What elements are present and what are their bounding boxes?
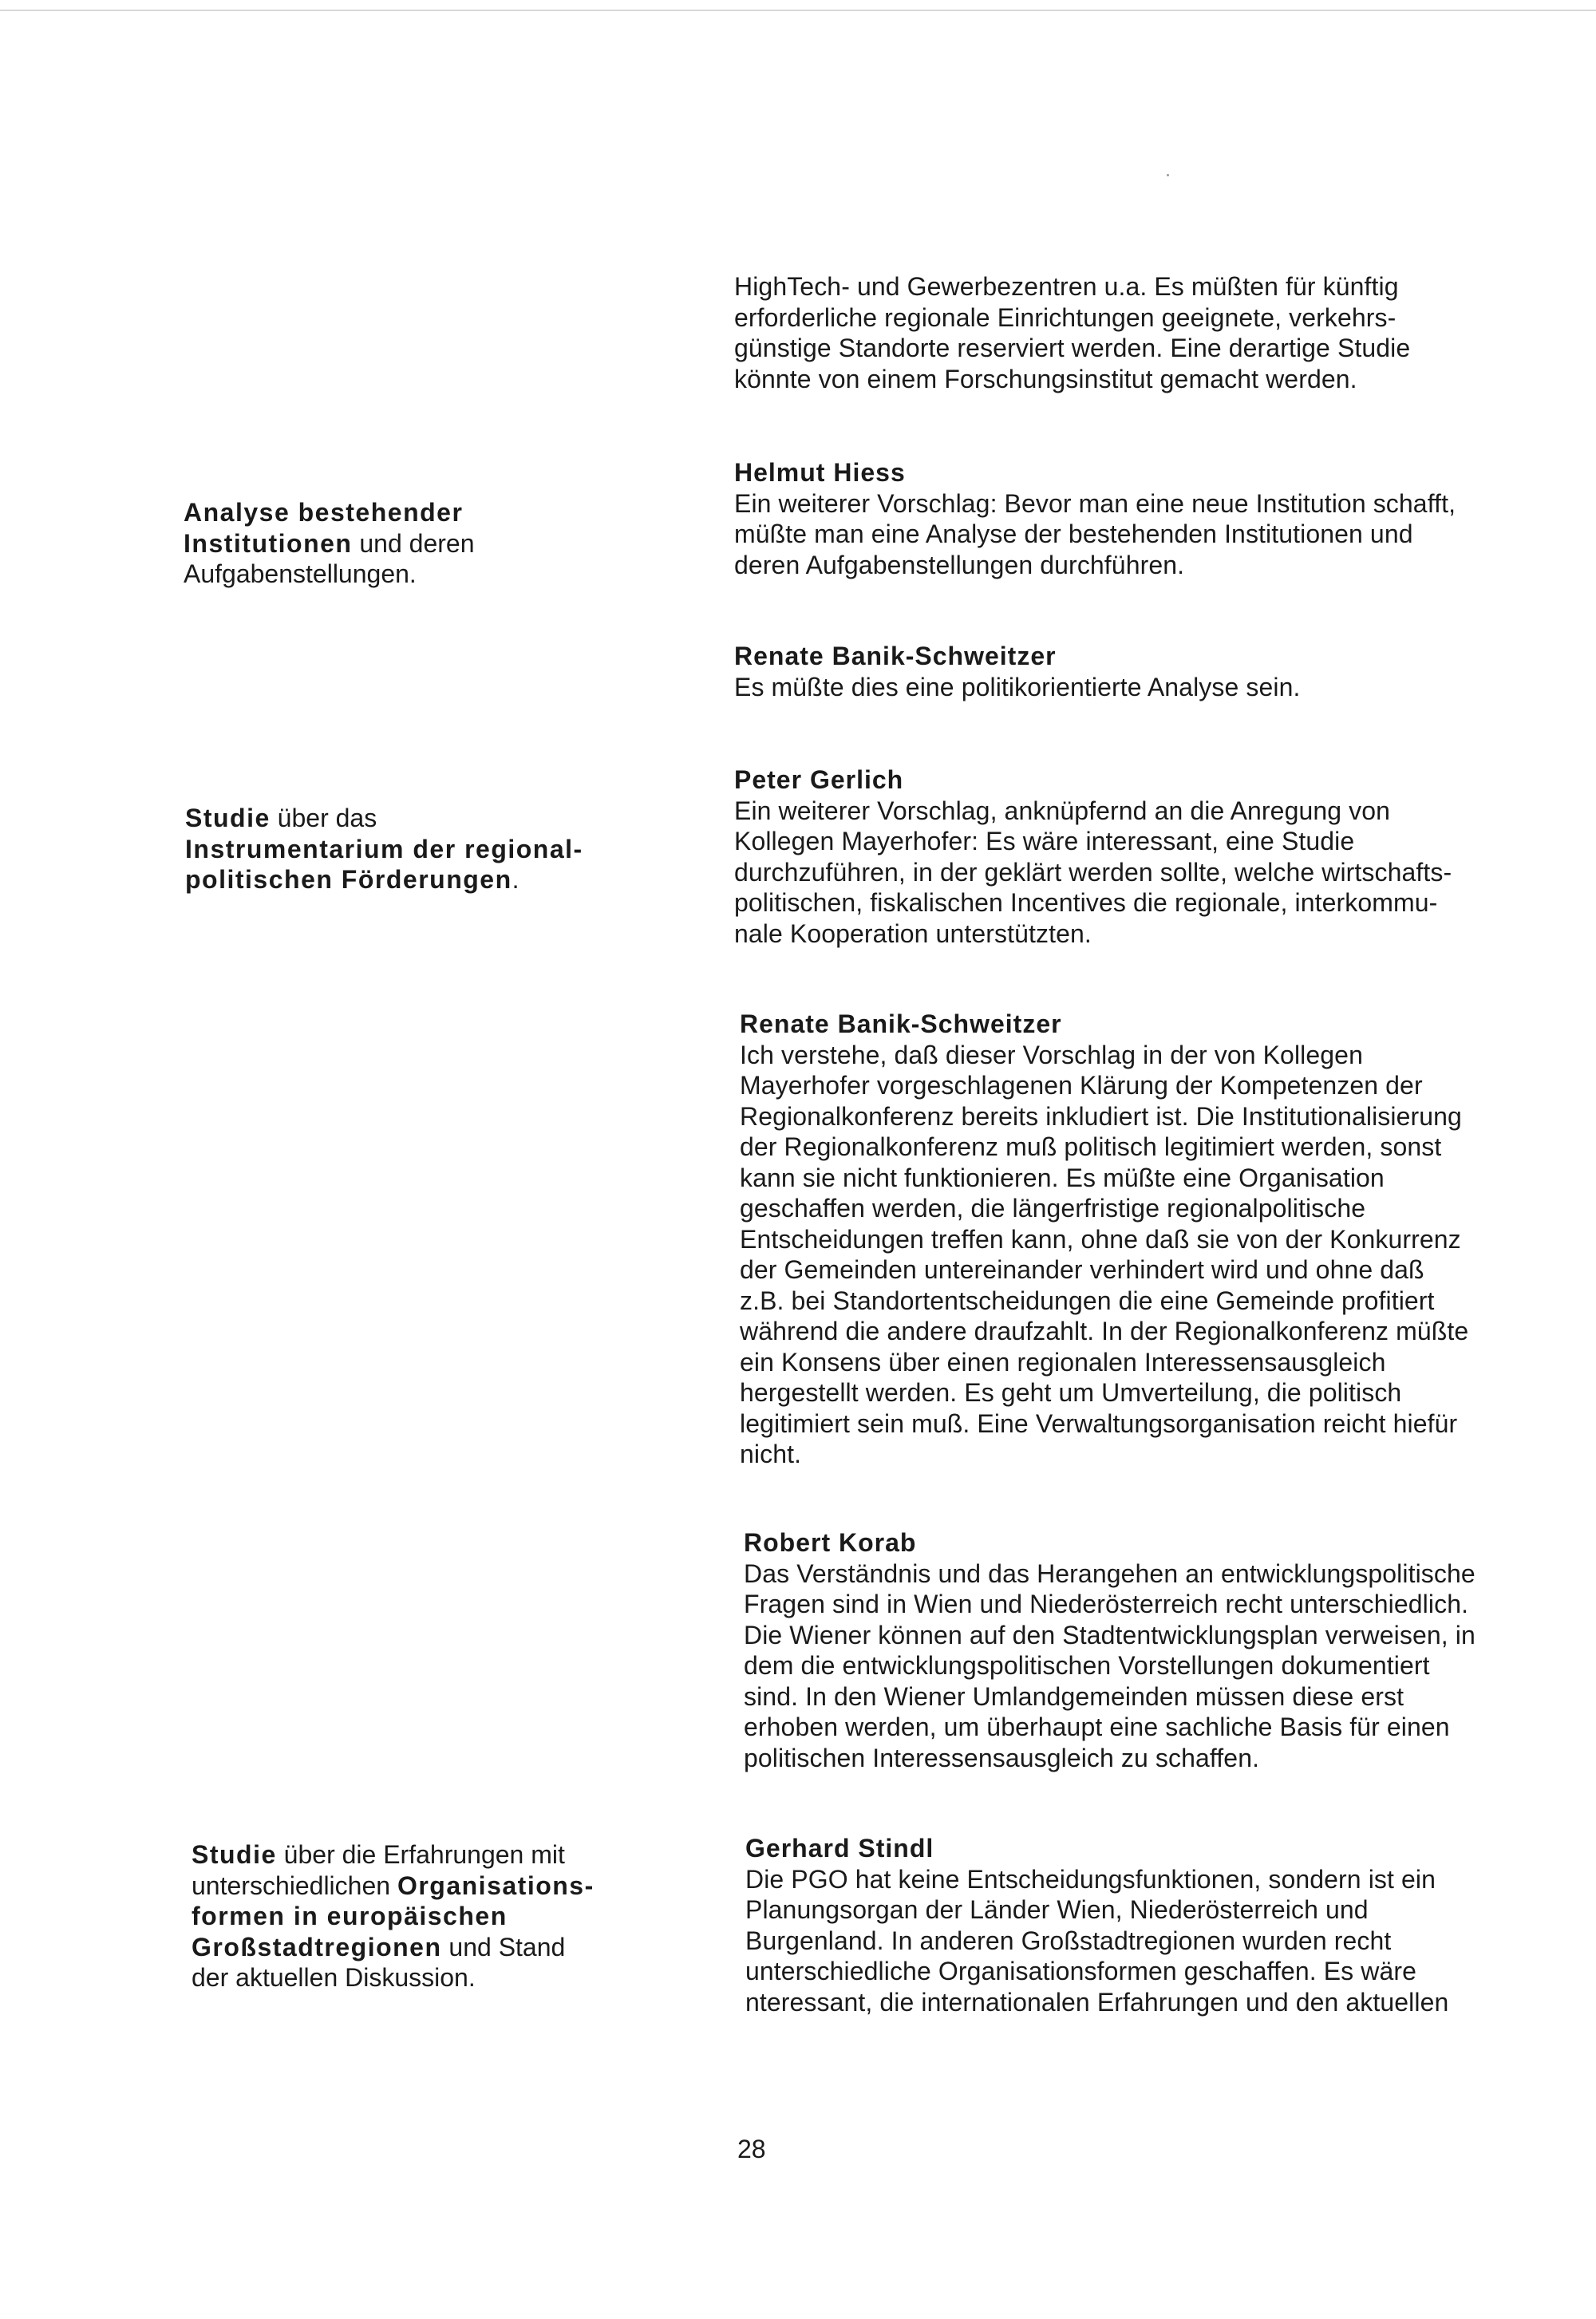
margin-note-keyword: Großstadtregionen <box>192 1932 442 1961</box>
text-line: Ein weiterer Vorschlag: Bevor man eine neue Institution schafft, <box>734 488 1456 518</box>
text-line: Die Wiener können auf den Stadtentwicklungsplan verweisen, in <box>744 1620 1476 1649</box>
margin-note-line <box>184 497 474 528</box>
speaker-entry-gerhard-stindl <box>745 1833 1448 2017</box>
text-line: günstige Standorte reserviert werden. Eine derartige Studie <box>734 334 1411 362</box>
margin-note-text: Aufgabenstellungen. <box>184 559 417 588</box>
text-line: nale Kooperation unterstützten. <box>734 919 1092 948</box>
text-line: Planungsorgan der Länder Wien, Niederösterreich und <box>745 1895 1369 1924</box>
margin-note-text: über die Erfahrungen mit <box>276 1840 565 1869</box>
text-line: Fragen sind in Wien und Niederösterreich recht unterschiedlich. <box>744 1590 1469 1618</box>
speaker-name: Renate Banik-Schweitzer <box>740 1009 1062 1038</box>
speaker-name: Peter Gerlich <box>734 765 904 794</box>
speaker-entry-robert-korab <box>744 1527 1476 1773</box>
text-line: politischen Interessensausgleich zu schaffen. <box>744 1743 1260 1772</box>
text-line: hergestellt werden. Es geht um Umverteilung, die politisch <box>740 1378 1402 1407</box>
margin-note-line <box>185 803 583 834</box>
text-line: dem die entwicklungspolitischen Vorstellungen dokumentiert <box>744 1651 1430 1680</box>
margin-note-line <box>192 1932 595 1963</box>
text-line: Mayerhofer vorgeschlagenen Klärung der Kompetenzen der <box>740 1071 1423 1100</box>
text-line: Ein weiterer Vorschlag, anknüpfernd an die Anregung von <box>734 796 1391 825</box>
text-line: durchzuführen, in der geklärt werden sollte, welche wirtschafts- <box>734 857 1452 887</box>
text-line: geschaffen werden, die längerfristige regionalpolitische <box>740 1194 1366 1223</box>
speaker-name: Renate Banik-Schweitzer <box>734 642 1057 670</box>
margin-note-instrumentarium <box>185 803 583 895</box>
intro-paragraph <box>734 271 1410 394</box>
text-line: Es müßte dies eine politikorientierte Analyse sein. <box>734 672 1301 701</box>
text-line: politischen, fiskalischen Incentives die regionale, interkommu- <box>734 888 1438 917</box>
margin-note-text: unterschiedlichen <box>192 1871 397 1900</box>
text-line: Ich verstehe, daß dieser Vorschlag in der von Kollegen <box>740 1040 1363 1069</box>
scan-speck <box>1167 174 1169 176</box>
speaker-name: Robert Korab <box>744 1528 917 1557</box>
text-line: z.B. bei Standortentscheidungen die eine Gemeinde profitiert <box>740 1286 1435 1315</box>
text-line: kann sie nicht funktionieren. Es müßte eine Organisation <box>740 1163 1385 1192</box>
margin-note-text: . <box>512 865 519 894</box>
speaker-entry-renate-banik-schweitzer-2 <box>740 1009 1468 1470</box>
margin-note-line <box>192 1871 595 1902</box>
margin-note-analyse <box>184 497 474 590</box>
text-line: Entscheidungen treffen kann, ohne daß sie von der Konkurrenz <box>740 1224 1461 1254</box>
margin-note-keyword: Studie <box>192 1840 277 1869</box>
page-number: 28 <box>737 2135 766 2163</box>
top-scan-rule <box>0 10 1596 11</box>
margin-note-keyword: Analyse bestehender <box>184 498 464 527</box>
text-line: der Gemeinden untereinander verhindert wird und ohne daß <box>740 1255 1424 1284</box>
text-line: sind. In den Wiener Umlandgemeinden müssen diese erst <box>744 1681 1404 1711</box>
margin-note-line <box>192 1839 595 1871</box>
text-line: könnte von einem Forschungsinstitut gemacht werden. <box>734 364 1357 393</box>
text-line: müßte man eine Analyse der bestehenden Institutionen und <box>734 520 1413 548</box>
text-line: Burgenland. In anderen Großstadtregionen wurden recht <box>745 1926 1392 1955</box>
speaker-name: Helmut Hiess <box>734 458 906 487</box>
text-line: ein Konsens über einen regionalen Interessensausgleich <box>740 1347 1386 1377</box>
text-line: Die PGO hat keine Entscheidungsfunktionen, sondern ist ein <box>745 1864 1436 1894</box>
text-line: der Regionalkonferenz muß politisch legitimiert werden, sonst <box>740 1132 1442 1161</box>
speaker-entry-renate-banik-schweitzer-1 <box>734 641 1300 702</box>
speaker-name: Gerhard Stindl <box>745 1834 934 1863</box>
margin-note-keyword: formen in europäischen <box>192 1902 508 1930</box>
margin-note-keyword: Instrumentarium der regional- <box>185 834 583 863</box>
speaker-entry-helmut-hiess <box>734 457 1456 580</box>
margin-note-keyword: Organisations- <box>397 1871 595 1900</box>
margin-note-text: und deren <box>352 528 475 558</box>
margin-note-line <box>185 864 583 895</box>
speaker-entry-peter-gerlich <box>734 764 1452 949</box>
text-line: erforderliche regionale Einrichtungen geeignete, verkehrs- <box>734 302 1396 332</box>
text-line: nicht. <box>740 1440 802 1468</box>
text-line: unterschiedliche Organisationsformen geschaffen. Es wäre <box>745 1957 1417 1985</box>
text-line: HighTech- und Gewerbezentren u.a. Es müßten für künftig <box>734 272 1399 301</box>
text-line: Regionalkonferenz bereits inkludiert ist. Die Institutionalisierung <box>740 1101 1462 1131</box>
margin-note-line <box>192 1962 595 1993</box>
text-line: erhoben werden, um überhaupt eine sachliche Basis für einen <box>744 1713 1450 1741</box>
margin-note-line <box>184 528 474 559</box>
margin-note-text: über das <box>270 804 377 832</box>
margin-note-text: und Stand <box>441 1932 566 1961</box>
text-line: deren Aufgabenstellungen durchführen. <box>734 550 1185 579</box>
margin-note-line <box>192 1901 595 1932</box>
margin-note-line <box>185 834 583 865</box>
margin-note-text: der aktuellen Diskussion. <box>192 1963 476 1992</box>
margin-note-line <box>184 559 474 590</box>
margin-note-keyword: Studie <box>185 804 271 832</box>
text-line: legitimiert sein muß. Eine Verwaltungsorganisation reicht hiefür <box>740 1408 1458 1438</box>
text-line: während die andere draufzahlt. In der Regionalkonferenz müßte <box>740 1317 1469 1345</box>
text-line: Das Verständnis und das Herangehen an entwicklungspolitische <box>744 1559 1476 1588</box>
margin-note-keyword: Institutionen <box>184 528 353 558</box>
margin-note-organisationsformen <box>192 1839 595 1993</box>
text-line: Kollegen Mayerhofer: Es wäre interessant, eine Studie <box>734 827 1355 855</box>
text-line: nteressant, die internationalen Erfahrungen und den aktuellen <box>745 1987 1449 2017</box>
margin-note-keyword: politischen Förderungen <box>185 865 512 894</box>
